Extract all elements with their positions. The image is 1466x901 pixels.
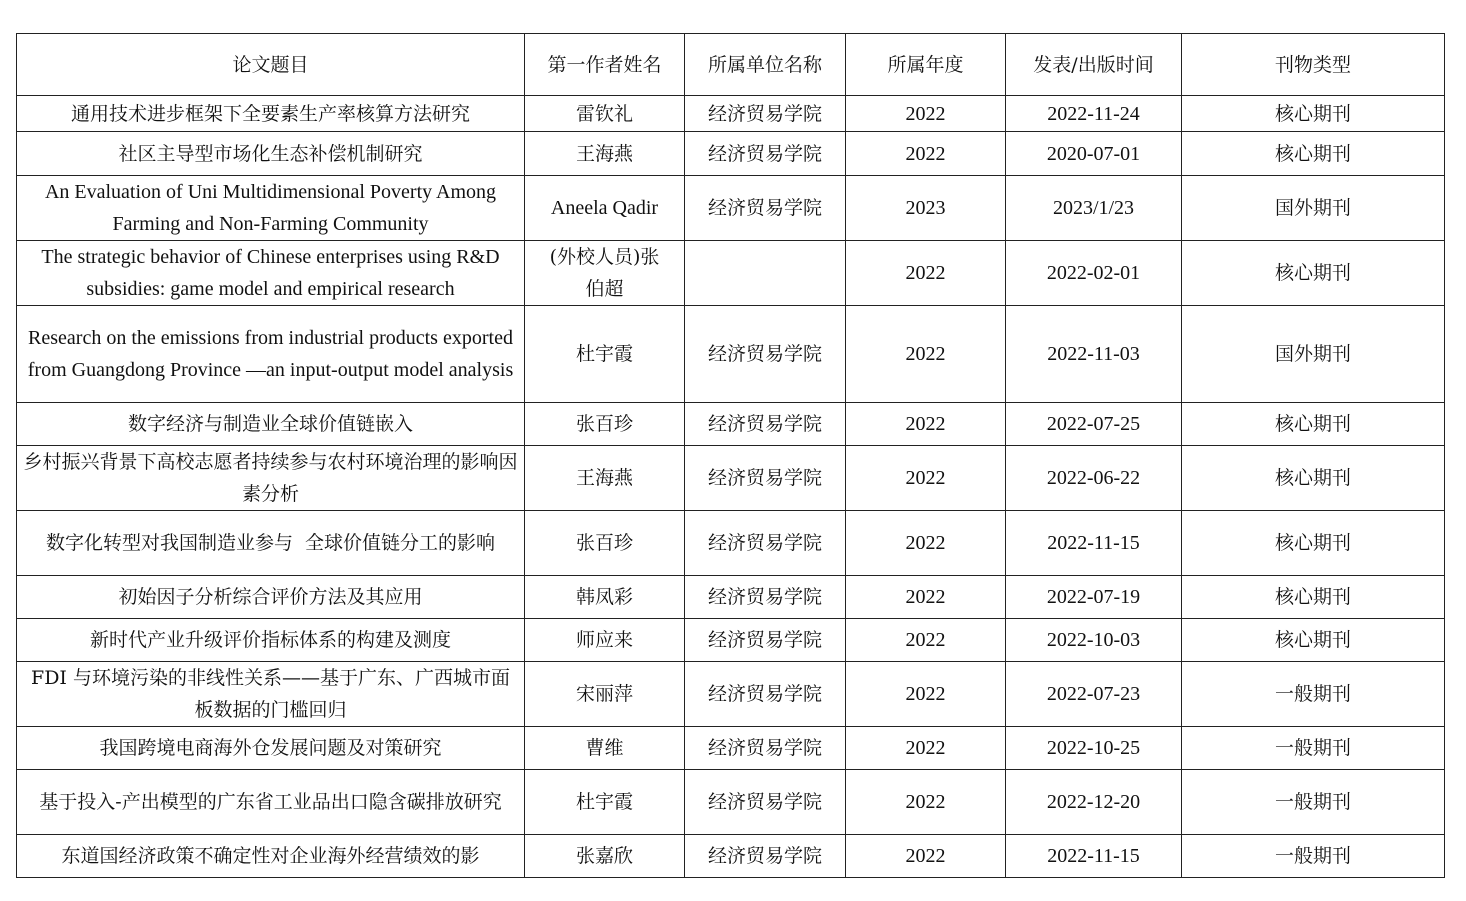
cell-unit: 经济贸易学院: [685, 835, 846, 878]
table-body: [17, 96, 1445, 878]
cell-date: 2022-07-23: [1006, 662, 1182, 727]
cell-type: 一般期刊: [1182, 835, 1445, 878]
table-row: [17, 511, 1445, 576]
table-header: [17, 34, 1445, 96]
cell-year: 2022: [846, 446, 1006, 511]
cell-author: 曹维: [525, 727, 685, 770]
cell-unit: 经济贸易学院: [685, 662, 846, 727]
table-row: [17, 132, 1445, 176]
cell-unit: 经济贸易学院: [685, 576, 846, 619]
cell-type: 核心期刊: [1182, 96, 1445, 132]
cell-year: 2022: [846, 241, 1006, 306]
cell-author: 张嘉欣: [525, 835, 685, 878]
cell-unit: 经济贸易学院: [685, 403, 846, 446]
table-row: [17, 306, 1445, 403]
table-row: [17, 241, 1445, 306]
cell-author: 韩凤彩: [525, 576, 685, 619]
cell-type: 国外期刊: [1182, 306, 1445, 403]
header-year: 所属年度: [846, 34, 1006, 96]
cell-unit: 经济贸易学院: [685, 96, 846, 132]
cell-year: 2022: [846, 306, 1006, 403]
cell-title: An Evaluation of Uni Multidimensional Poverty Among Farming and Non-Farming Community: [17, 176, 525, 241]
cell-date: 2020-07-01: [1006, 132, 1182, 176]
header-title: 论文题目: [17, 34, 525, 96]
table-row: [17, 770, 1445, 835]
table-row: [17, 96, 1445, 132]
cell-unit: 经济贸易学院: [685, 770, 846, 835]
cell-date: 2023/1/23: [1006, 176, 1182, 241]
cell-unit: 经济贸易学院: [685, 446, 846, 511]
cell-title: 通用技术进步框架下全要素生产率核算方法研究: [17, 96, 525, 132]
header-journal-type: 刊物类型: [1182, 34, 1445, 96]
cell-date: 2022-11-15: [1006, 835, 1182, 878]
cell-type: 一般期刊: [1182, 727, 1445, 770]
table-row: [17, 576, 1445, 619]
cell-unit: 经济贸易学院: [685, 132, 846, 176]
cell-unit: 经济贸易学院: [685, 511, 846, 576]
cell-author: (外校人员)张伯超: [525, 241, 685, 306]
cell-author: 雷钦礼: [525, 96, 685, 132]
cell-type: 一般期刊: [1182, 662, 1445, 727]
cell-date: 2022-11-24: [1006, 96, 1182, 132]
cell-date: 2022-06-22: [1006, 446, 1182, 511]
cell-title: 社区主导型市场化生态补偿机制研究: [17, 132, 525, 176]
cell-year: 2022: [846, 727, 1006, 770]
cell-author: 王海燕: [525, 446, 685, 511]
table-row: [17, 176, 1445, 241]
cell-type: 国外期刊: [1182, 176, 1445, 241]
header-publish-date: 发表/出版时间: [1006, 34, 1182, 96]
cell-unit: [685, 241, 846, 306]
cell-year: 2022: [846, 619, 1006, 662]
cell-date: 2022-07-25: [1006, 403, 1182, 446]
cell-year: 2022: [846, 770, 1006, 835]
header-unit: 所属单位名称: [685, 34, 846, 96]
cell-year: 2022: [846, 662, 1006, 727]
cell-title: FDI 与环境污染的非线性关系——基于广东、广西城市面板数据的门槛回归: [17, 662, 525, 727]
cell-date: 2022-02-01: [1006, 241, 1182, 306]
cell-date: 2022-07-19: [1006, 576, 1182, 619]
cell-author: 王海燕: [525, 132, 685, 176]
cell-year: 2022: [846, 576, 1006, 619]
cell-title: 我国跨境电商海外仓发展问题及对策研究: [17, 727, 525, 770]
cell-date: 2022-10-03: [1006, 619, 1182, 662]
cell-title: 数字经济与制造业全球价值链嵌入: [17, 403, 525, 446]
cell-unit: 经济贸易学院: [685, 176, 846, 241]
cell-title: 初始因子分析综合评价方法及其应用: [17, 576, 525, 619]
cell-type: 核心期刊: [1182, 446, 1445, 511]
cell-title: 乡村振兴背景下高校志愿者持续参与农村环境治理的影响因素分析: [17, 446, 525, 511]
cell-title: 基于投入-产出模型的广东省工业品出口隐含碳排放研究: [17, 770, 525, 835]
cell-date: 2022-11-03: [1006, 306, 1182, 403]
cell-type: 一般期刊: [1182, 770, 1445, 835]
cell-date: 2022-11-15: [1006, 511, 1182, 576]
table-row: [17, 446, 1445, 511]
cell-type: 核心期刊: [1182, 576, 1445, 619]
cell-author: 张百珍: [525, 511, 685, 576]
cell-author: Aneela Qadir: [525, 176, 685, 241]
cell-date: 2022-12-20: [1006, 770, 1182, 835]
cell-type: 核心期刊: [1182, 619, 1445, 662]
cell-author: 杜宇霞: [525, 770, 685, 835]
table-row: [17, 403, 1445, 446]
cell-type: 核心期刊: [1182, 241, 1445, 306]
cell-author: 张百珍: [525, 403, 685, 446]
table-row: [17, 662, 1445, 727]
cell-title: 数字化转型对我国制造业参与 全球价值链分工的影响: [17, 511, 525, 576]
cell-year: 2022: [846, 403, 1006, 446]
table-row: [17, 619, 1445, 662]
cell-title: 新时代产业升级评价指标体系的构建及测度: [17, 619, 525, 662]
cell-year: 2022: [846, 132, 1006, 176]
cell-title: Research on the emissions from industrial products exported from Guangdong Province —an input-output model analysis: [17, 306, 525, 403]
table-row: [17, 835, 1445, 878]
cell-type: 核心期刊: [1182, 403, 1445, 446]
cell-title: 东道国经济政策不确定性对企业海外经营绩效的影: [17, 835, 525, 878]
cell-year: 2022: [846, 96, 1006, 132]
cell-date: 2022-10-25: [1006, 727, 1182, 770]
table-row: [17, 727, 1445, 770]
cell-author: 师应来: [525, 619, 685, 662]
cell-unit: 经济贸易学院: [685, 619, 846, 662]
cell-author: 宋丽萍: [525, 662, 685, 727]
cell-year: 2022: [846, 835, 1006, 878]
cell-year: 2022: [846, 511, 1006, 576]
cell-unit: 经济贸易学院: [685, 727, 846, 770]
cell-unit: 经济贸易学院: [685, 306, 846, 403]
header-first-author: 第一作者姓名: [525, 34, 685, 96]
cell-type: 核心期刊: [1182, 132, 1445, 176]
cell-author: 杜宇霞: [525, 306, 685, 403]
cell-title: The strategic behavior of Chinese enterprises using R&D subsidies: game model and empirical research: [17, 241, 525, 306]
cell-type: 核心期刊: [1182, 511, 1445, 576]
papers-table: [16, 33, 1445, 878]
cell-year: 2023: [846, 176, 1006, 241]
header-row: [17, 34, 1445, 96]
